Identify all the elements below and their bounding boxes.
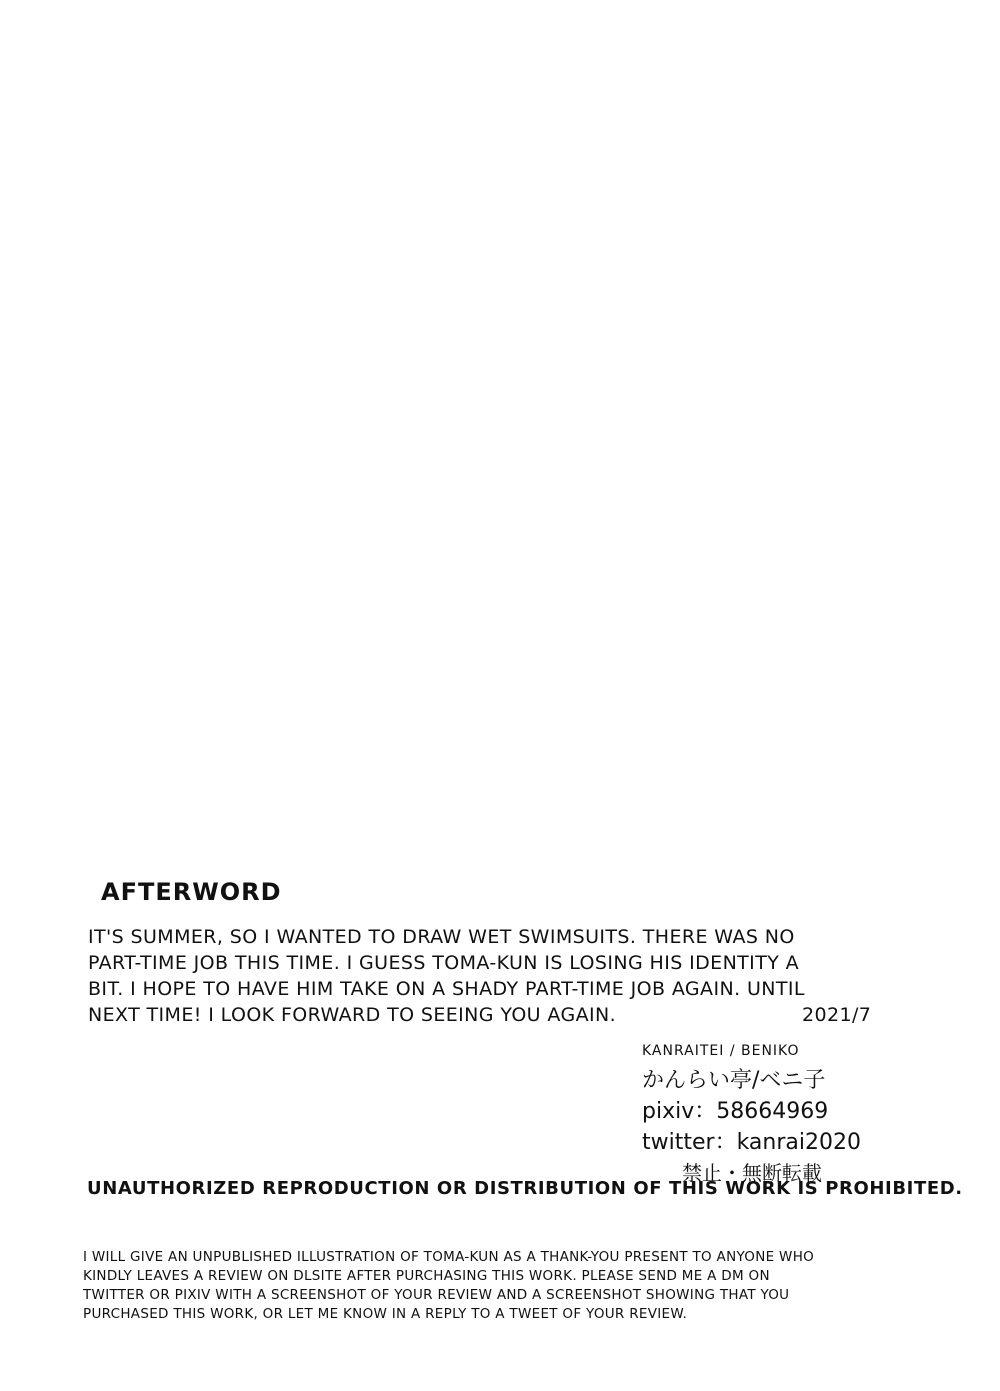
circle-name-english: KANRAITEI / BENIKO <box>642 1043 800 1059</box>
author-credits <box>642 1043 861 1158</box>
afterword-title: AFTERWORD <box>101 878 282 906</box>
afterword-line: NEXT TIME! I LOOK FORWARD TO SEEING YOU AGAIN. <box>88 1004 617 1026</box>
afterword-line: BIT. I HOPE TO HAVE HIM TAKE ON A SHADY PART-TIME JOB AGAIN. UNTIL <box>88 978 805 1000</box>
afterword-body <box>88 924 908 1028</box>
afterword-line: IT'S SUMMER, SO I WANTED TO DRAW WET SWIMSUITS. THERE WAS NO <box>88 926 795 948</box>
review-offer-line: I WILL GIVE AN UNPUBLISHED ILLUSTRATION OF TOMA-KUN AS A THANK-YOU PRESENT TO ANYONE WHO <box>83 1249 815 1265</box>
review-offer <box>83 1248 903 1324</box>
twitter-handle: twitter：kanrai2020 <box>642 1130 861 1155</box>
review-offer-line: KINDLY LEAVES A REVIEW ON DLSITE AFTER PURCHASING THIS WORK. PLEASE SEND ME A DM ON <box>83 1268 770 1284</box>
afterword-line: PART-TIME JOB THIS TIME. I GUESS TOMA-KUN IS LOSING HIS IDENTITY A <box>88 952 800 974</box>
afterword-date: 2021/7 <box>802 1004 872 1026</box>
review-offer-line: PURCHASED THIS WORK, OR LET ME KNOW IN A REPLY TO A TWEET OF YOUR REVIEW. <box>83 1306 688 1322</box>
pixiv-id: pixiv：58664969 <box>642 1099 829 1124</box>
circle-name-japanese: かんらい亭/ベニ子 <box>642 1068 826 1093</box>
reproduction-notice: UNAUTHORIZED REPRODUCTION OR DISTRIBUTION OF THIS WORK IS PROHIBITED. <box>87 1178 963 1199</box>
reproduction-notice-japanese: 禁止・無断転載 <box>682 1161 822 1185</box>
review-offer-line: TWITTER OR PIXIV WITH A SCREENSHOT OF YOUR REVIEW AND A SCREENSHOT SHOWING THAT YOU <box>83 1287 790 1303</box>
